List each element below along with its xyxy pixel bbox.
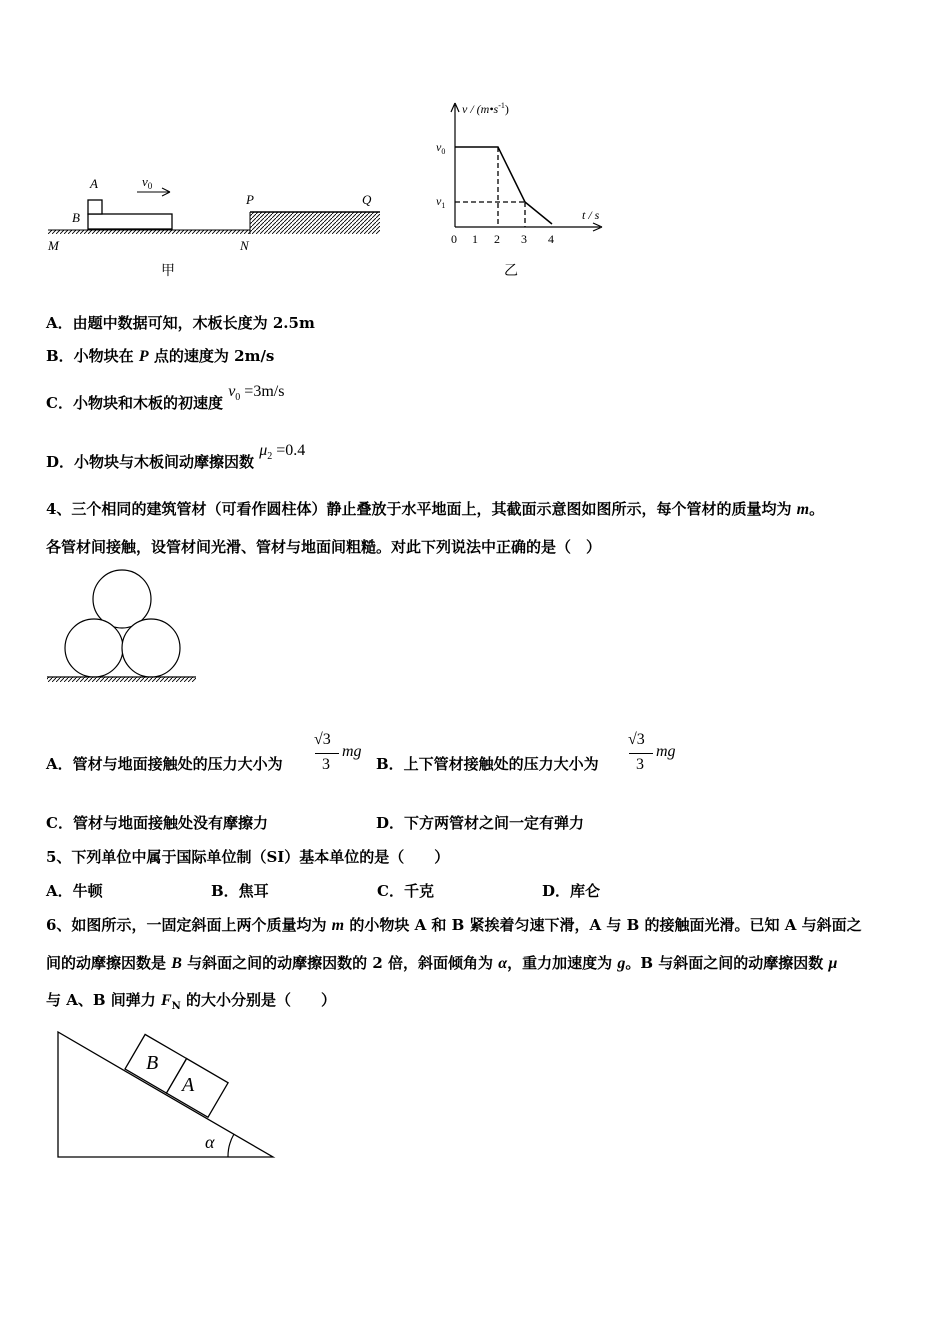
- pipe-top: [93, 570, 151, 628]
- q5-option-b: B．焦耳: [211, 882, 269, 900]
- v0-label: $v_0$: [436, 140, 446, 156]
- fig-label-B: B: [146, 1052, 159, 1074]
- tick-2: 2: [494, 232, 500, 246]
- q4-stem-line2: 各管材间接触，设管材间光滑、管材与地面间粗糙。对此下列说法中正确的是（ ）: [46, 538, 602, 556]
- q4-option-c: C．管材与地面接触处没有摩擦力: [46, 814, 268, 832]
- label-B: B: [72, 210, 80, 225]
- q3-option-c: C．小物块和木板的初速度 $v_0 =3m/s$: [46, 383, 285, 412]
- q4-option-d: D．下方两管材之间一定有弹力: [376, 814, 585, 832]
- q5-stem: 5、下列单位中属于国际单位制（SI）基本单位的是（ ）: [46, 848, 450, 866]
- q6-stem-line3: 与 A、B 间弹力 $F_N$ 的大小分别是（ ）: [46, 991, 337, 1012]
- y-axis-label: v / $(m•s^{-1})$: [462, 101, 509, 116]
- figure-incline: [50, 1025, 280, 1165]
- block-a: [88, 200, 102, 214]
- tick-1: 1: [472, 232, 478, 246]
- figure-pipes: [44, 566, 204, 688]
- pipe-bottom-left: [65, 619, 123, 677]
- tick-0: 0: [451, 232, 457, 246]
- figure-jia: [40, 170, 390, 285]
- q5-option-a: A．牛顿: [46, 882, 103, 900]
- caption-yi: 乙: [504, 263, 518, 279]
- velocity-line: [455, 147, 552, 224]
- tick-4: 4: [548, 232, 554, 246]
- q5-option-c: C．千克: [377, 882, 434, 900]
- label-N: N: [240, 238, 249, 253]
- figure-yi-vt-graph: [430, 95, 620, 255]
- q4-stem-line1: 4、三个相同的建筑管材（可看作圆柱体）静止叠放于水平地面上，其截面示意图如图所示，每个管材的质量均为 m。: [46, 500, 825, 518]
- rough-surface: [250, 212, 380, 234]
- label-v0: $v_0$: [142, 174, 153, 191]
- q3-option-a: A．由题中数据可知，木板长度为 2.5m: [46, 314, 315, 332]
- label-A: A: [90, 176, 98, 191]
- caption-jia: 甲: [161, 263, 175, 279]
- q3-option-b: B．小物块在 P 点的速度为 2m/s: [46, 347, 275, 365]
- q3-option-d: D．小物块与木板间动摩擦因数 $\mu_2 =0.4$: [46, 442, 306, 471]
- q6-stem-line2: 间的动摩擦因数是 B 与斜面之间的动摩擦因数的 2 倍，斜面倾角为 α，重力加速度为 g。B 与斜面之间的动摩擦因数 μ: [46, 954, 838, 972]
- fig-label-alpha: α: [205, 1132, 215, 1152]
- fig-label-A: A: [182, 1074, 195, 1096]
- board-b: [88, 214, 172, 229]
- label-M: M: [48, 238, 59, 253]
- x-axis-label: t / s: [582, 208, 600, 222]
- label-Q: Q: [362, 192, 372, 207]
- label-P: P: [246, 192, 254, 207]
- ground-hatch: [48, 230, 250, 234]
- tick-3: 3: [521, 232, 527, 246]
- q4-option-b-fraction: √3 3 mg: [628, 731, 676, 773]
- q4-option-b: B．上下管材接触处的压力大小为: [376, 755, 599, 773]
- q5-option-d: D．库仑: [542, 882, 601, 900]
- q6-stem-line1: 6、如图所示，一固定斜面上两个质量均为 m 的小物块 A 和 B 紧挨着匀速下滑，A 与 B 的接触面光滑。已知 A 与斜面之: [46, 916, 862, 934]
- v1-label: $v_1$: [436, 194, 446, 210]
- q4-option-a-fraction: √3 3 mg: [314, 731, 362, 773]
- pipe-bottom-right: [122, 619, 180, 677]
- q4-option-a: A．管材与地面接触处的压力大小为: [46, 755, 283, 773]
